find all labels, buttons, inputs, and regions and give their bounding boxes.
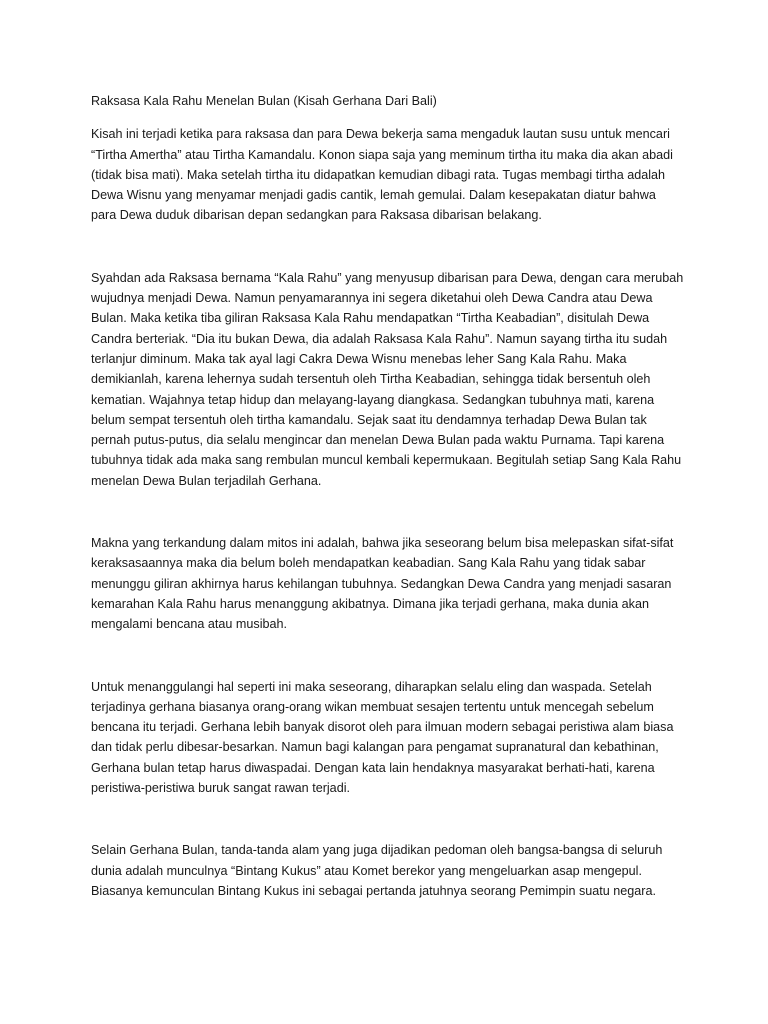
paragraph-line: kematian. Wajahnya tetap hidup dan melayang-layang diangkasa. Sedangkan tubuhnya mati, karena bbox=[91, 392, 655, 407]
paragraph-line: Dewa Wisnu yang menyamar menjadi gadis cantik, lemah gemulai. Dalam kesepakatan diatur bahwa bbox=[91, 188, 656, 203]
paragraph-line: (tidak bisa mati). Maka setelah tirtha itu didapatkan kemudian dibagi rata. Tugas membagi tirtha adalah bbox=[91, 167, 666, 182]
paragraph-1 bbox=[91, 124, 691, 225]
paragraph-line: Selain Gerhana Bulan, tanda-tanda alam yang juga dijadikan pedoman oleh bangsa-bangsa di seluruh bbox=[91, 843, 663, 858]
paragraph-line: keraksasaannya maka dia belum boleh mendapatkan keabadian. Sang Kala Rahu yang tidak sabar bbox=[91, 556, 646, 571]
paragraph-2 bbox=[91, 268, 691, 491]
paragraph-line: wujudnya menjadi Dewa. Namun penyamarannya ini segera diketahui oleh Dewa Candra atau Dewa bbox=[91, 291, 653, 306]
paragraph-line: Kisah ini terjadi ketika para raksasa dan para Dewa bekerja sama mengaduk lautan susu untuk mencari bbox=[91, 127, 670, 142]
document-title: Raksasa Kala Rahu Menelan Bulan (Kisah Gerhana Dari Bali) bbox=[91, 94, 437, 108]
paragraph-line: terlanjur diminum. Maka tak ayal lagi Cakra Dewa Wisnu menebas leher Sang Kala Rahu. Maka bbox=[91, 351, 627, 366]
paragraph-line: menelan Dewa Bulan terjadilah Gerhana. bbox=[91, 473, 322, 488]
paragraph-3 bbox=[91, 533, 691, 634]
paragraph-line: tubuhnya tidak ada maka sang rembulan muncul kembali kepermukaan. Begitulah setiap Sang Kala Rahu bbox=[91, 453, 682, 468]
paragraph-line: para Dewa duduk dibarisan depan sedangkan para Raksasa dibarisan belakang. bbox=[91, 208, 542, 223]
paragraph-line: kemarahan Kala Rahu harus menanggung akibatnya. Dimana jika terjadi gerhana, maka dunia akan bbox=[91, 596, 649, 611]
paragraph-line: bencana itu terjadi. Gerhana lebih banyak disorot oleh para ilmuan modern sebagai peristiwa alam biasa bbox=[91, 720, 674, 735]
paragraph-line: peristiwa-peristiwa buruk sangat rawan terjadi. bbox=[91, 781, 350, 796]
paragraph-line: belum sempat tersentuh oleh tirtha kamandalu. Sejak saat itu dendamnya terhadap Dewa Bulan tak bbox=[91, 412, 647, 427]
paragraph-line: menunggu giliran akhirnya harus kehilangan tubuhnya. Sedangkan Dewa Candra yang menjadi sasaran bbox=[91, 576, 672, 591]
paragraph-line: Candra berteriak. “Dia itu bukan Dewa, dia adalah Raksasa Kala Rahu”. Namun sayang tirtha itu sudah bbox=[91, 331, 668, 346]
paragraph-5 bbox=[91, 840, 691, 901]
paragraph-line: Bulan. Maka ketika tiba giliran Raksasa Kala Rahu mendapatkan “Tirtha Keabadian”, disitulah Dewa bbox=[91, 311, 650, 326]
paragraph-line: dan tidak perlu dibesar-besarkan. Namun bagi kalangan para pengamat supranatural dan kebathinan, bbox=[91, 740, 659, 755]
paragraph-line: terjadinya gerhana biasanya orang-orang wikan membuat sesajen tertentu untuk mencegah sebelum bbox=[91, 699, 654, 714]
paragraph-line: Syahdan ada Raksasa bernama “Kala Rahu” yang menyusup dibarisan para Dewa, dengan cara merubah bbox=[91, 270, 684, 285]
paragraph-line: pernah putus-putus, dia selalu mengincar dan menelan Dewa Bulan pada waktu Purnama. Tapi karena bbox=[91, 433, 665, 448]
paragraph-line: mengalami bencana atau musibah. bbox=[91, 617, 288, 632]
paragraph-line: dunia adalah munculnya “Bintang Kukus” atau Komet berekor yang mengeluarkan asap mengepul. bbox=[91, 863, 642, 878]
paragraph-line: “Tirtha Amertha” atau Tirtha Kamandalu. Konon siapa saja yang meminum tirtha itu maka dia akan abadi bbox=[91, 147, 673, 162]
document-body bbox=[91, 91, 691, 901]
paragraph-line: Gerhana bulan tetap harus diwaspadai. Dengan kata lain hendaknya masyarakat berhati-hati, karena bbox=[91, 760, 655, 775]
paragraph-line: Biasanya kemunculan Bintang Kukus ini sebagai pertanda jatuhnya seorang Pemimpin suatu negara. bbox=[91, 883, 656, 898]
paragraph-line: Untuk menanggulangi hal seperti ini maka seseorang, diharapkan selalu eling dan waspada. Setelah bbox=[91, 679, 652, 694]
paragraph-line: demikianlah, karena lehernya sudah tersentuh oleh Tirtha Keabadian, sehingga tidak bersentuh oleh bbox=[91, 372, 651, 387]
paragraph-line: Makna yang terkandung dalam mitos ini adalah, bahwa jika seseorang belum bisa melepaskan sifat-sifat bbox=[91, 536, 674, 551]
paragraph-4 bbox=[91, 677, 691, 799]
